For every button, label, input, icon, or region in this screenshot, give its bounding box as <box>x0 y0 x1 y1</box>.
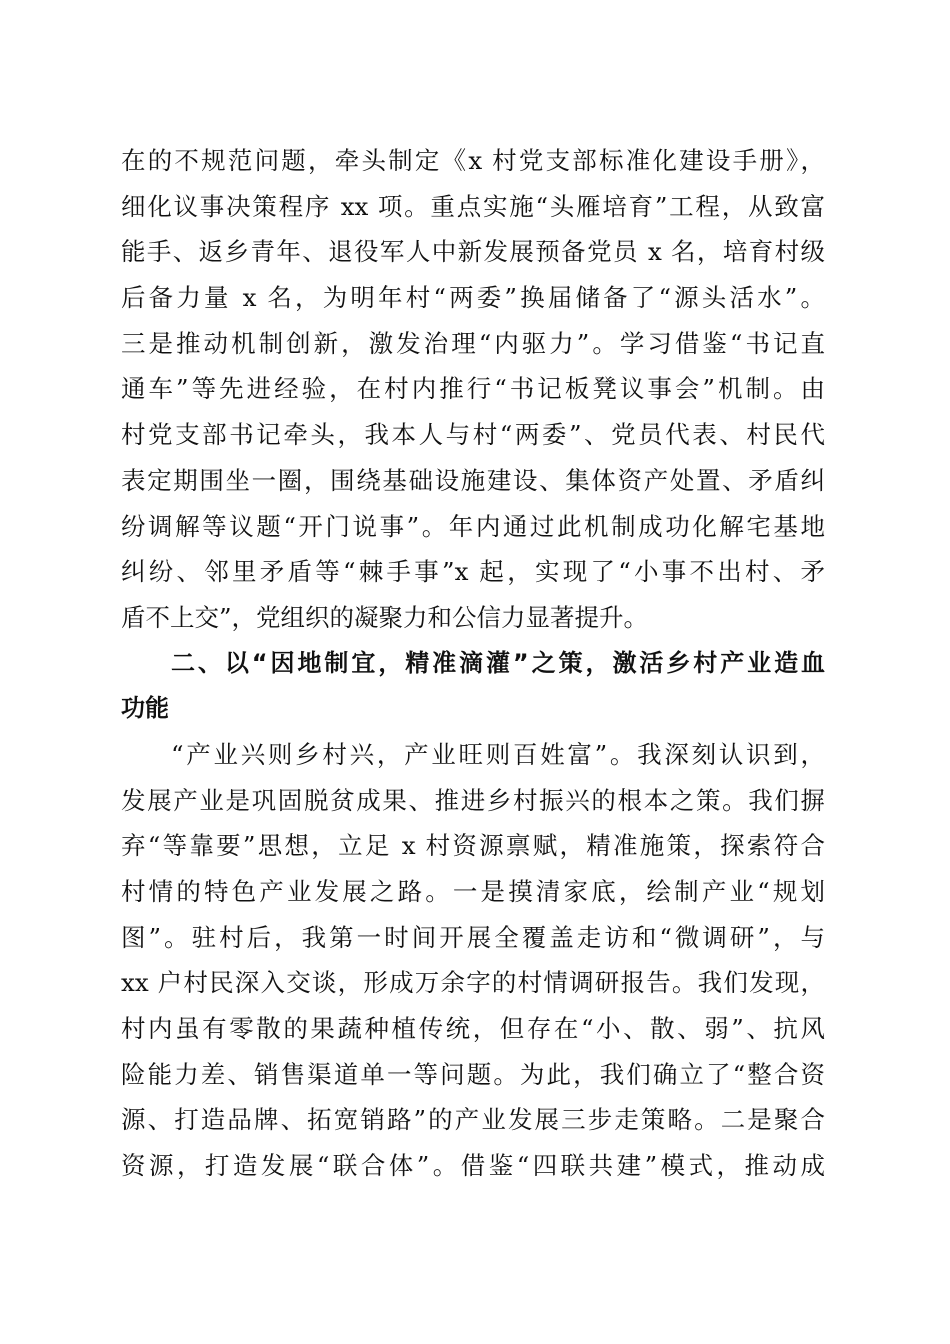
paragraph-line: 三是推动机制创新，激发治理“内驱力”。学习借鉴“书记直 <box>121 328 825 358</box>
paragraph-industry-development <box>121 732 825 1189</box>
section-heading <box>121 641 825 732</box>
paragraph-line: 后备力量 x 名，为明年村“两委”换届储备了“源头活水”。 <box>121 283 825 313</box>
paragraph-line: 图”。驻村后，我第一时间开展全覆盖走访和“微调研”，与 <box>121 922 825 952</box>
paragraph-line: 纠纷、邻里矛盾等“棘手事”x 起，实现了“小事不出村、矛 <box>121 557 825 587</box>
paragraph-line: 纷调解等议题“开门说事”。年内通过此机制成功化解宅基地 <box>121 511 825 541</box>
heading-line: 二、以“因地制宜，精准滴灌”之策，激活乡村产业造血 <box>171 648 825 677</box>
paragraph-line: xx 户村民深入交谈，形成万余字的村情调研报告。我们发现， <box>121 968 825 998</box>
paragraph-line: 细化议事决策程序 xx 项。重点实施“头雁培育”工程，从致富 <box>121 191 825 221</box>
paragraph-line: 通车”等先进经验，在村内推行“书记板凳议事会”机制。由 <box>121 374 825 404</box>
paragraph-line: 发展产业是巩固脱贫成果、推进乡村振兴的根本之策。我们摒 <box>121 785 825 815</box>
paragraph-line: 能手、返乡青年、退役军人中新发展预备党员 x 名，培育村级 <box>121 237 825 267</box>
paragraph-line: 村情的特色产业发展之路。一是摸清家底，绘制产业“规划 <box>121 877 825 906</box>
paragraph-line: 村党支部书记牵头，我本人与村“两委”、党员代表、村民代 <box>121 420 825 450</box>
paragraph-village-governance <box>121 138 825 641</box>
document-body <box>121 138 825 1189</box>
paragraph-line: 表定期围坐一圈，围绕基础设施建设、集体资产处置、矛盾纠 <box>121 465 825 495</box>
paragraph-line: 资源，打造发展“联合体”。借鉴“四联共建”模式，推动成 <box>121 1151 825 1181</box>
paragraph-line: 险能力差、销售渠道单一等问题。为此，我们确立了“整合资 <box>121 1059 825 1089</box>
heading-line: 功能 <box>121 694 169 723</box>
paragraph-line: 村内虽有零散的果蔬种植传统，但存在“小、散、弱”、抗风 <box>121 1014 825 1044</box>
paragraph-line: 在的不规范问题，牵头制定《x 村党支部标准化建设手册》， <box>121 146 825 175</box>
paragraph-line: 弃“等靠要”思想，立足 x 村资源禀赋，精准施策，探索符合 <box>121 831 825 861</box>
paragraph-line: 盾不上交”，党组织的凝聚力和公信力显著提升。 <box>121 602 649 632</box>
paragraph-line: 源、打造品牌、拓宽销路”的产业发展三步走策略。二是聚合 <box>121 1105 825 1135</box>
paragraph-line: “产业兴则乡村兴，产业旺则百姓富”。我深刻认识到， <box>171 739 825 769</box>
